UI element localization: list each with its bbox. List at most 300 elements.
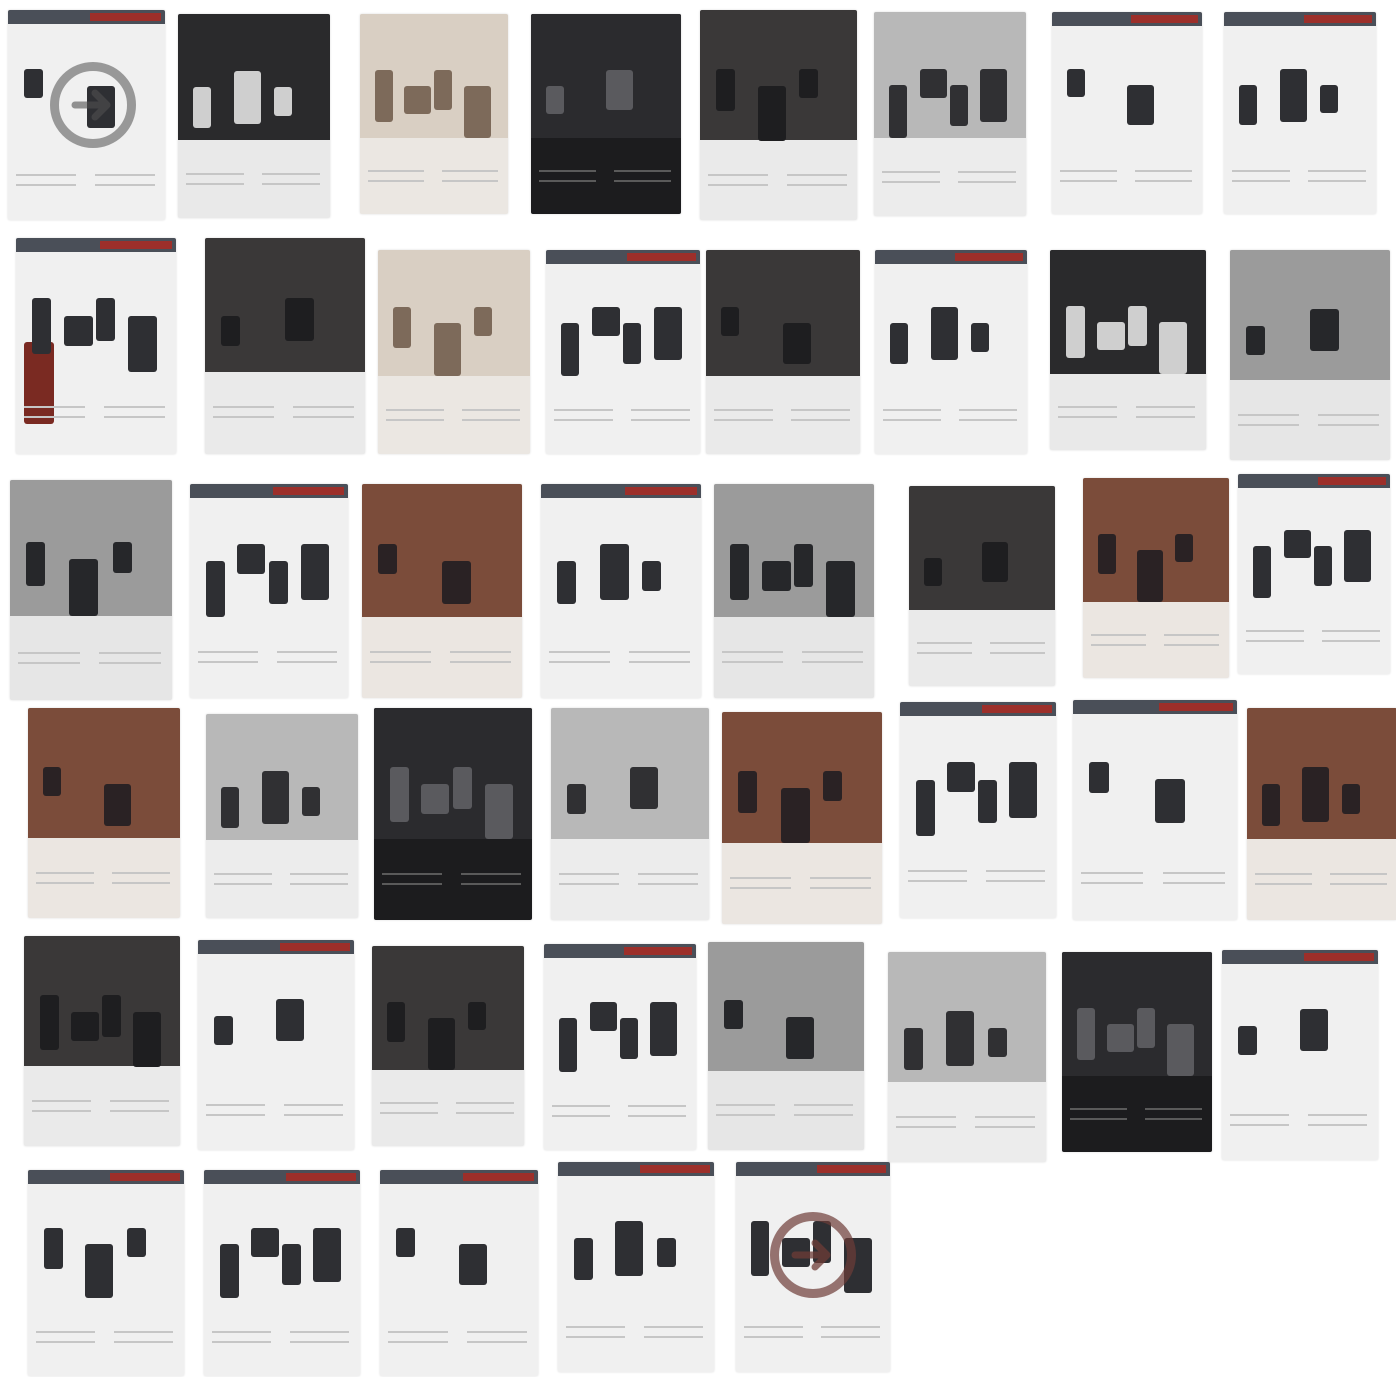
thumbnail-text-line [290,873,348,875]
thumbnail-text-line [388,1341,448,1343]
thumbnail-text-line [1060,180,1117,182]
product-image [85,1244,113,1298]
catalog-page-thumbnail[interactable] [198,940,354,1150]
thumbnail-text-line [16,184,76,186]
thumbnail-text-line [114,1341,173,1343]
thumbnail-text-line [99,662,161,664]
catalog-page-thumbnail[interactable] [700,10,857,220]
catalog-page-thumbnail[interactable] [544,944,696,1150]
thumbnail-text-line [628,1105,686,1107]
thumbnail-text-line [908,880,967,882]
product-image [468,1002,486,1030]
thumbnail-header-band [544,944,696,958]
thumbnail-text-line [112,882,170,884]
thumbnail-header-band [16,238,176,252]
product-image [751,1221,769,1276]
thumbnail-text-line [368,180,424,182]
thumbnail-text-line [212,1331,271,1333]
thumbnail-text-line [110,1110,169,1112]
product-image [1320,85,1338,113]
thumbnail-text-line [186,173,244,175]
product-image [823,771,842,801]
product-image [453,767,472,809]
thumbnail-text-line [821,1336,880,1338]
product-image [375,70,393,122]
product-image [43,767,61,796]
catalog-page-thumbnail[interactable] [206,714,358,918]
product-image [716,69,735,111]
thumbnail-text-line [382,873,442,875]
product-image [434,70,452,110]
product-image [274,87,292,116]
thumbnail-text-line [1330,873,1387,875]
catalog-page-thumbnail[interactable] [874,12,1026,216]
thumbnail-text-line [716,1104,775,1106]
product-image [282,1244,301,1285]
thumbnail-text-line [1308,170,1366,172]
thumbnail-text-line [1318,424,1379,426]
thumbnail-text-line [549,661,610,663]
product-image [301,544,329,600]
thumbnail-text-line [206,1114,265,1116]
thumbnail-text-line [450,651,511,653]
product-image [762,561,791,591]
thumbnail-text-line [1230,1114,1289,1116]
product-image [924,558,942,586]
product-image [730,544,749,600]
catalog-page-thumbnail[interactable] [888,952,1046,1162]
catalog-page-thumbnail[interactable] [722,712,882,924]
thumbnail-text-line [293,416,354,418]
product-image [1344,530,1371,582]
thumbnail-text-line [214,873,272,875]
product-image [251,1228,279,1257]
thumbnail-text-line [638,873,698,875]
thumbnail-text-line [539,180,596,182]
thumbnail-text-line [467,1331,527,1333]
product-image [890,323,908,364]
thumbnail-text-line [791,409,850,411]
thumbnail-header-band [558,1162,714,1176]
catalog-page-thumbnail[interactable] [714,484,874,698]
product-image [620,1018,638,1059]
catalog-page-thumbnail[interactable] [900,702,1056,918]
product-image [724,1000,743,1029]
product-image [96,298,115,341]
thumbnail-text-line [1081,882,1143,884]
product-image [826,561,855,617]
thumbnail-text-line [24,406,85,408]
catalog-page-thumbnail[interactable] [541,484,701,698]
product-image [234,71,261,124]
thumbnail-text-line [290,1341,349,1343]
product-image [104,784,131,826]
thumbnail-text-line [456,1102,514,1104]
thumbnail-text-line [368,170,424,172]
thumbnail-text-line [36,1331,95,1333]
thumbnail-text-line [95,184,155,186]
thumbnail-text-line [1091,634,1146,636]
product-image [561,323,579,376]
thumbnail-text-line [794,1104,853,1106]
product-image [1300,1009,1328,1051]
thumbnail-text-line [370,661,431,663]
thumbnail-header-band [190,484,348,498]
thumbnail-text-line [1238,414,1299,416]
thumbnail-text-line [186,183,244,185]
thumbnail-text-line [386,409,444,411]
catalog-page-thumbnail[interactable] [28,1170,184,1376]
product-image [738,771,757,813]
product-image [421,784,449,814]
product-image [978,780,997,823]
thumbnail-text-line [284,1104,343,1106]
product-image [971,323,989,352]
thumbnail-text-line [958,181,1016,183]
catalog-page-thumbnail[interactable] [1230,250,1390,460]
product-image [758,86,786,141]
catalog-page-thumbnail[interactable] [909,486,1055,686]
thumbnail-text-line [1070,1108,1127,1110]
catalog-page-thumbnail[interactable] [190,484,348,698]
catalog-page-thumbnail[interactable] [1224,12,1376,214]
product-image [559,1018,577,1072]
catalog-page-thumbnail[interactable] [378,250,530,454]
thumbnail-text-line [456,1112,514,1114]
thumbnail-text-line [462,409,520,411]
thumbnail-header-band [541,484,701,498]
product-image [464,86,491,138]
thumbnail-text-line [990,652,1045,654]
thumbnail-text-line [644,1326,703,1328]
product-image [1302,767,1329,822]
product-image [1107,1024,1134,1052]
thumbnail-text-line [262,183,320,185]
catalog-page-thumbnail[interactable] [178,14,330,218]
catalog-page-thumbnail[interactable] [374,708,532,920]
product-image [313,1228,341,1282]
thumbnail-text-line [1230,1124,1289,1126]
thumbnail-text-line [104,406,165,408]
product-image [71,1012,99,1041]
product-image [557,561,576,604]
thumbnail-text-line [284,1114,343,1116]
thumbnail-text-line [370,651,431,653]
product-image [1239,85,1257,125]
thumbnail-text-line [554,409,613,411]
thumbnail-text-line [975,1126,1035,1128]
product-image [1314,546,1332,586]
thumbnail-header-band [1222,950,1378,964]
product-image [1310,309,1339,351]
catalog-page-thumbnail[interactable] [1052,12,1202,214]
catalog-page-thumbnail[interactable] [16,238,176,454]
product-image [1159,322,1187,374]
thumbnail-text-line [1136,416,1195,418]
product-image [32,298,51,354]
thumbnail-text-line [1308,1124,1367,1126]
product-image [920,69,947,98]
product-image [1077,1008,1095,1060]
catalog-page-thumbnail[interactable] [1050,250,1206,450]
thumbnail-header-band [28,1170,184,1184]
product-image [214,1016,233,1045]
product-image [276,999,304,1041]
catalog-page-thumbnail[interactable] [28,708,180,918]
product-image [221,316,240,346]
thumbnail-text-line [206,1104,265,1106]
product-image [1284,530,1311,558]
product-image [1009,762,1037,818]
thumbnail-text-line [896,1116,956,1118]
thumbnail-text-line [986,880,1045,882]
catalog-page-thumbnail[interactable] [24,936,180,1146]
thumbnail-text-line [1246,630,1304,632]
product-image [650,1002,677,1056]
thumbnail-text-line [1058,416,1117,418]
product-image [916,780,935,836]
product-image [794,544,813,587]
thumbnail-text-line [450,661,511,663]
product-image [387,1002,405,1042]
product-image [950,85,968,126]
product-image [988,1028,1007,1057]
catalog-page-thumbnail[interactable] [1062,952,1212,1152]
catalog-page-thumbnail[interactable] [362,484,522,698]
product-image [26,542,45,586]
thumbnail-text-line [917,652,972,654]
thumbnail-text-line [1081,872,1143,874]
thumbnail-text-line [386,419,444,421]
thumbnail-text-line [467,1341,527,1343]
product-image [889,85,907,138]
thumbnail-header-band [736,1162,890,1176]
thumbnail-header-band [8,10,165,24]
catalog-page-thumbnail[interactable] [531,14,681,214]
product-image [220,1244,239,1298]
thumbnail-text-line [883,419,941,421]
product-image [1246,326,1265,355]
thumbnail-text-line [708,174,768,176]
arrow-right-circle-icon[interactable] [50,62,136,148]
product-image [1155,779,1185,823]
product-image [946,1011,974,1066]
thumbnail-header-band [900,702,1056,716]
thumbnail-text-line [277,661,337,663]
product-image [40,995,59,1050]
product-image [127,1228,146,1257]
thumbnail-text-line [722,651,783,653]
thumbnail-text-line [1322,640,1380,642]
thumbnail-text-line [644,1336,703,1338]
product-image [396,1228,415,1257]
thumbnail-text-line [549,651,610,653]
catalog-page-thumbnail[interactable] [205,238,365,454]
thumbnail-text-line [552,1105,610,1107]
thumbnail-text-line [539,170,596,172]
product-image [1253,546,1271,598]
thumbnail-text-line [212,1341,271,1343]
thumbnail-text-line [730,877,791,879]
product-image [221,787,239,828]
thumbnail-text-line [883,409,941,411]
product-image [269,561,288,604]
product-image [781,788,810,843]
thumbnail-text-line [990,642,1045,644]
product-image [1127,85,1154,125]
thumbnail-text-line [744,1326,803,1328]
product-image [1097,322,1125,350]
thumbnail-text-line [1322,630,1380,632]
thumbnail-text-line [104,416,165,418]
product-image [574,1238,593,1280]
thumbnail-text-line [442,180,498,182]
thumbnail-text-line [794,1114,853,1116]
catalog-page-thumbnail[interactable] [380,1170,538,1376]
thumbnail-text-line [36,882,94,884]
catalog-page-thumbnail[interactable] [1222,950,1378,1160]
product-image [1067,69,1085,97]
product-image [285,298,314,341]
thumbnail-text-line [959,419,1017,421]
catalog-page-thumbnail[interactable] [1247,708,1396,920]
catalog-page-thumbnail[interactable] [546,250,700,454]
catalog-page-thumbnail[interactable] [1238,474,1390,674]
product-image [1089,762,1109,793]
product-image [783,323,811,364]
thumbnail-text-line [380,1102,438,1104]
catalog-page-thumbnail[interactable] [875,250,1027,454]
catalog-page-thumbnail[interactable] [10,480,172,700]
thumbnail-text-line [380,1112,438,1114]
thumbnail-text-line [1308,1114,1367,1116]
thumbnail-text-line [198,651,258,653]
product-image [1262,784,1280,826]
product-image [1137,550,1163,602]
thumbnail-text-line [810,887,871,889]
catalog-page-thumbnail[interactable] [1083,478,1229,678]
product-image [642,561,661,591]
product-image [474,307,492,336]
thumbnail-text-line [708,184,768,186]
product-image [592,307,620,336]
product-image [393,307,411,348]
thumbnail-text-line [290,883,348,885]
thumbnail-text-line [110,1100,169,1102]
thumbnail-text-line [628,1115,686,1117]
product-image [442,561,471,604]
thumbnail-text-line [1136,406,1195,408]
arrow-right-circle-icon[interactable] [770,1212,856,1298]
thumbnail-text-line [388,1331,448,1333]
product-image [262,771,289,824]
thumbnail-header-band [204,1170,360,1184]
thumbnail-text-line [1308,180,1366,182]
product-image [904,1028,923,1070]
product-image [44,1228,63,1269]
product-image [459,1244,487,1285]
product-image [786,1017,814,1059]
thumbnail-text-line [730,887,791,889]
thumbnail-text-line [462,419,520,421]
thumbnail-text-line [213,416,274,418]
thumbnail-header-band [1052,12,1202,26]
thumbnail-text-line [882,181,940,183]
product-image [721,307,739,336]
product-image [64,316,93,346]
thumbnail-text-line [1318,414,1379,416]
thumbnail-text-line [810,877,871,879]
product-image [69,559,98,616]
thumbnail-text-line [986,870,1045,872]
product-image [102,995,121,1037]
catalog-page-thumbnail[interactable] [360,14,508,214]
product-image [546,86,564,114]
thumbnail-text-line [198,661,258,663]
thumbnail-text-line [917,642,972,644]
catalog-page-thumbnail[interactable] [706,250,860,454]
thumbnail-text-line [631,419,690,421]
thumbnail-text-line [614,170,671,172]
thumbnail-text-line [714,419,773,421]
thumbnail-text-line [1246,640,1304,642]
product-image [237,544,265,574]
thumbnail-text-line [1058,406,1117,408]
catalog-page-thumbnail[interactable] [372,946,524,1146]
thumbnail-text-line [18,652,80,654]
product-image [1137,1008,1155,1048]
product-image [1098,534,1116,574]
product-image [623,323,641,364]
catalog-page-thumbnail[interactable] [1073,700,1237,920]
catalog-page-thumbnail[interactable] [558,1162,714,1372]
thumbnail-text-line [629,661,690,663]
thumbnail-text-line [1164,644,1219,646]
thumbnail-text-line [32,1100,91,1102]
thumbnail-text-line [882,171,940,173]
thumbnail-text-line [1330,883,1387,885]
thumbnail-text-line [1060,170,1117,172]
thumbnail-text-line [36,1341,95,1343]
product-image [799,69,818,98]
product-image [193,87,211,128]
catalog-page-thumbnail[interactable] [204,1170,360,1376]
thumbnail-text-line [566,1336,625,1338]
product-image [128,316,157,372]
thumbnail-text-line [908,870,967,872]
thumbnail-text-line [1145,1118,1202,1120]
thumbnail-text-line [213,406,274,408]
thumbnail-text-line [1091,644,1146,646]
product-image [600,544,629,600]
product-image [567,784,586,814]
product-image [657,1238,676,1267]
thumbnail-text-line [16,174,76,176]
thumbnail-text-line [554,419,613,421]
product-image [654,307,682,360]
thumbnail-text-line [290,1331,349,1333]
catalog-page-thumbnail[interactable] [551,708,709,920]
product-image [302,787,320,816]
product-image [1280,69,1307,122]
product-image [590,1002,617,1031]
catalog-page-thumbnail[interactable] [708,942,864,1150]
thumbnail-text-line [802,661,863,663]
thumbnail-text-line [112,872,170,874]
thumbnail-text-line [262,173,320,175]
thumbnail-header-band [198,940,354,954]
thumbnail-text-line [114,1331,173,1333]
